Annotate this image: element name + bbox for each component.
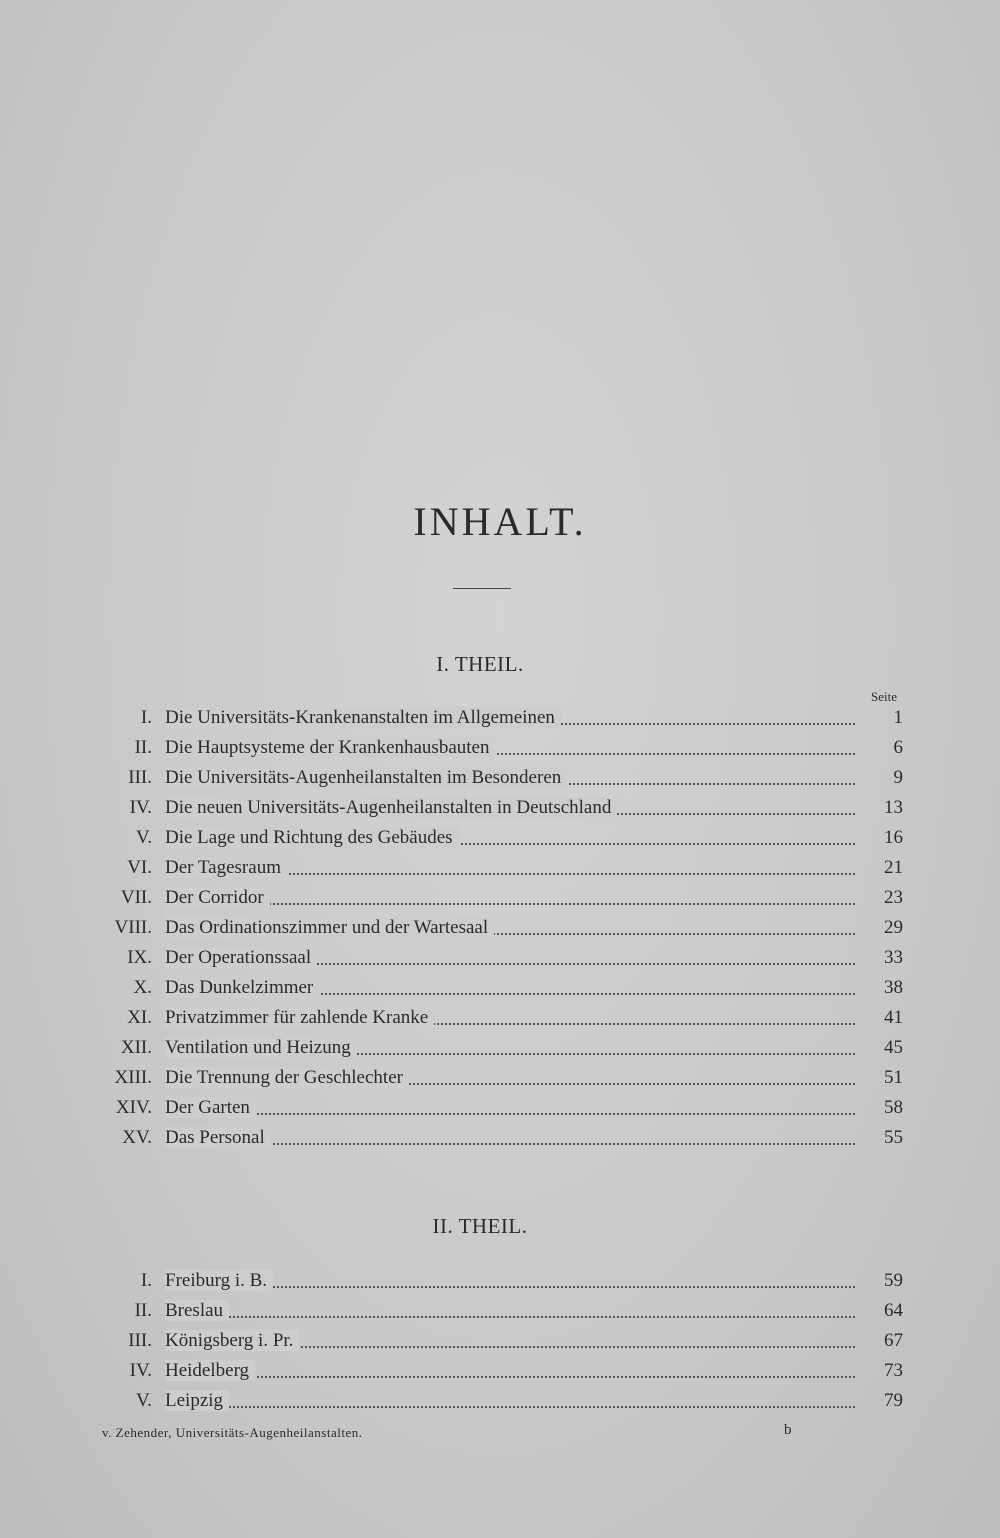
toc-entry-number: I. xyxy=(140,1270,152,1291)
toc-entry-page: 38 xyxy=(884,977,903,998)
toc-entry-title: Der Operationssaal xyxy=(165,947,317,968)
toc-entry-number: VI. xyxy=(127,857,152,878)
toc-entry xyxy=(0,763,1000,793)
toc-entry-page: 13 xyxy=(884,797,903,818)
toc-entry-page: 16 xyxy=(884,827,903,848)
seite-label: Seite xyxy=(871,689,897,704)
toc-entry-number: V. xyxy=(135,1390,152,1411)
toc-entry-page: 73 xyxy=(884,1360,903,1381)
toc-entry-page: 67 xyxy=(884,1330,903,1351)
toc-entry-title: Das Dunkelzimmer xyxy=(165,977,319,998)
title-divider xyxy=(453,588,511,589)
toc-entry-title: Das Personal xyxy=(165,1127,271,1148)
toc-entry-page: 79 xyxy=(884,1390,903,1411)
toc-entry-number: III. xyxy=(128,767,152,788)
toc-entry-title: Der Tagesraum xyxy=(165,857,287,878)
toc-entry-number: XI. xyxy=(127,1007,152,1028)
toc-entry-title: Der Garten xyxy=(165,1097,256,1118)
part-1-heading: I. THEIL. xyxy=(436,652,524,676)
toc-entry-page: 1 xyxy=(893,707,903,728)
toc-entry-page: 21 xyxy=(884,857,903,878)
toc-entry xyxy=(0,1296,1000,1326)
toc-entry-page: 29 xyxy=(884,917,903,938)
toc-entry xyxy=(0,823,1000,853)
toc-entry-title: Die Trennung der Geschlechter xyxy=(165,1067,409,1088)
toc-entry-number: I. xyxy=(140,707,152,728)
toc-entry-number: X. xyxy=(133,977,152,998)
toc-entry xyxy=(0,793,1000,823)
toc-entry-number: VIII. xyxy=(114,917,152,938)
part-2-heading: II. THEIL. xyxy=(432,1214,528,1238)
toc-entry-page: 58 xyxy=(884,1097,903,1118)
toc-entry-title: Leipzig xyxy=(165,1390,229,1411)
toc-entry-number: IX. xyxy=(127,947,152,968)
leader-dots xyxy=(165,1316,855,1318)
toc-entry-title: Die Hauptsysteme der Krankenhausbauten xyxy=(165,737,495,758)
toc-entry-title: Heidelberg xyxy=(165,1360,255,1381)
toc-entry xyxy=(0,913,1000,943)
toc-entry-title: Ventilation und Heizung xyxy=(165,1037,357,1058)
footer-text: v. Zehender, Universitäts-Augenheilanstalten. xyxy=(102,1425,363,1440)
toc-entry xyxy=(0,943,1000,973)
leader-dots xyxy=(165,1406,855,1408)
toc-entry-number: IV. xyxy=(129,797,152,818)
toc-entry-number: II. xyxy=(134,737,152,758)
toc-entry-title: Das Ordinationszimmer und der Wartesaal xyxy=(165,917,494,938)
toc-entry-title: Die Lage und Richtung des Gebäudes xyxy=(165,827,459,848)
toc-entry-page: 33 xyxy=(884,947,903,968)
toc-entry xyxy=(0,1003,1000,1033)
toc-entry-page: 6 xyxy=(893,737,903,758)
toc-entry-title: Der Corridor xyxy=(165,887,270,908)
toc-entry-page: 59 xyxy=(884,1270,903,1291)
page-title: INHALT. xyxy=(413,499,587,544)
toc-entry-page: 51 xyxy=(884,1067,903,1088)
toc-entry xyxy=(0,1063,1000,1093)
toc-entry xyxy=(0,1033,1000,1063)
toc-entry xyxy=(0,1266,1000,1296)
toc-entry-number: VII. xyxy=(120,887,152,908)
toc-entry-page: 9 xyxy=(893,767,903,788)
toc-entry-number: V. xyxy=(135,827,152,848)
toc-entry xyxy=(0,1386,1000,1416)
leader-dots xyxy=(165,1113,855,1115)
toc-entry-title: Die neuen Universitäts-Augenheilanstalten in Deutschland xyxy=(165,797,617,818)
toc-entry-title: Die Universitäts-Augenheilanstalten im Besonderen xyxy=(165,767,567,788)
toc-entry xyxy=(0,703,1000,733)
toc-entry-page: 64 xyxy=(884,1300,903,1321)
toc-entry xyxy=(0,733,1000,763)
toc-entry xyxy=(0,883,1000,913)
toc-entry xyxy=(0,1123,1000,1153)
toc-entry-number: XII. xyxy=(120,1037,152,1058)
toc-entry-page: 45 xyxy=(884,1037,903,1058)
toc-entry-number: III. xyxy=(128,1330,152,1351)
toc-entry-page: 55 xyxy=(884,1127,903,1148)
toc-entry-number: IV. xyxy=(129,1360,152,1381)
toc-entry-number: XIV. xyxy=(115,1097,152,1118)
toc-entry xyxy=(0,853,1000,883)
leader-dots xyxy=(165,1376,855,1378)
toc-entry-page: 23 xyxy=(884,887,903,908)
toc-entry-number: XV. xyxy=(122,1127,152,1148)
toc-entry-page: 41 xyxy=(884,1007,903,1028)
toc-entry xyxy=(0,973,1000,1003)
toc-entry xyxy=(0,1356,1000,1386)
signature-mark: b xyxy=(784,1422,792,1438)
toc-entry-title: Privatzimmer für zahlende Kranke xyxy=(165,1007,434,1028)
toc-entry-title: Breslau xyxy=(165,1300,229,1321)
toc-entry xyxy=(0,1326,1000,1356)
toc-entry-title: Die Universitäts-Krankenanstalten im Allgemeinen xyxy=(165,707,561,728)
toc-entry xyxy=(0,1093,1000,1123)
toc-entry-title: Königsberg i. Pr. xyxy=(165,1330,299,1351)
toc-entry-number: XIII. xyxy=(114,1067,152,1088)
toc-entry-title: Freiburg i. B. xyxy=(165,1270,273,1291)
toc-entry-number: II. xyxy=(134,1300,152,1321)
